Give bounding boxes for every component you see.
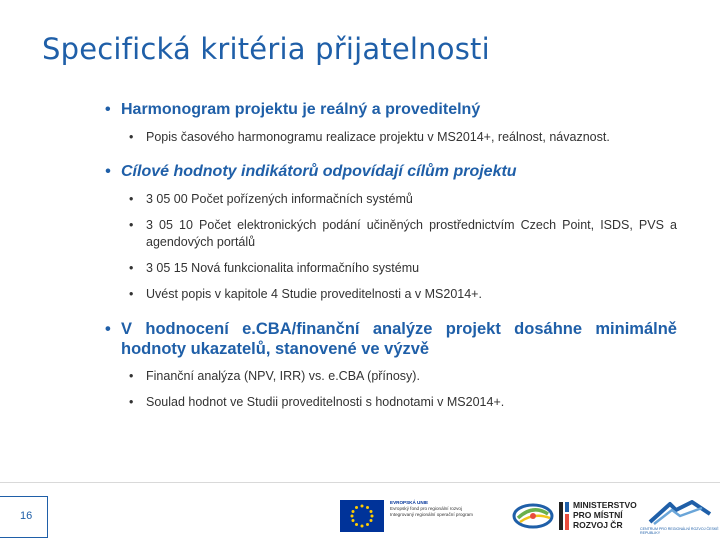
mmr-logo-icon xyxy=(559,500,571,532)
mmr-line-1: MINISTERSTVO xyxy=(573,500,637,510)
mmr-line-2: PRO MÍSTNÍ xyxy=(573,510,623,520)
eu-logo-text xyxy=(390,500,500,518)
crr-logo-text: CENTRUM PRO REGIONÁLNÍ ROZVOJ ČESKÉ REPUBLIKY xyxy=(640,527,719,535)
bullet-2: • Cílové hodnoty indikátorů odpovídají cílům projektu xyxy=(105,162,677,182)
eu-heading: EVROPSKÁ UNIE xyxy=(390,500,429,505)
crr-logo-icon xyxy=(640,500,720,526)
bullet-2-sub-2: • 3 05 10 Počet elektronických podání učiněných prostřednictvím Czech Point, ISDS, PVS a agendových portálů xyxy=(127,217,677,251)
eu-line-1: Evropský fond pro regionální rozvoj xyxy=(390,506,463,511)
eu-flag-icon xyxy=(340,500,384,532)
bullet-1-sub-1: • Popis časového harmonogramu realizace projektu v MS2014+, reálnost, návaznost. xyxy=(127,129,677,146)
slide-title: Specifická kritéria přijatelnosti xyxy=(42,32,490,66)
page-number: 16 xyxy=(20,510,33,522)
mmr-line-3: ROZVOJ ČR xyxy=(573,520,623,530)
bullet-1: • Harmonogram projektu je reálný a proveditelný xyxy=(105,100,677,120)
footer-divider xyxy=(0,482,720,483)
bullet-2-sub-4: • Uvést popis v kapitole 4 Studie proveditelnosti a v MS2014+. xyxy=(127,286,677,303)
irop-logo-icon xyxy=(512,502,554,530)
bullet-3-sub-2: • Soulad hodnot ve Studii proveditelnosti s hodnotami v MS2014+. xyxy=(127,394,677,411)
bullet-3-sub-1: • Finanční analýza (NPV, IRR) vs. e.CBA (přínosy). xyxy=(127,368,677,385)
eu-line-2: Integrovaný regionální operační program xyxy=(390,512,473,517)
bullet-3: • V hodnocení e.CBA/finanční analýze projekt dosáhne minimálně hodnoty ukazatelů, stanovené ve výzvě xyxy=(105,319,677,359)
mmr-logo-text xyxy=(573,500,637,530)
bullet-2-sub-3: • 3 05 15 Nová funkcionalita informačního systému xyxy=(127,260,677,277)
slide-content xyxy=(105,100,677,411)
bullet-2-sub-1: • 3 05 00 Počet pořízených informačních systémů xyxy=(127,191,677,208)
